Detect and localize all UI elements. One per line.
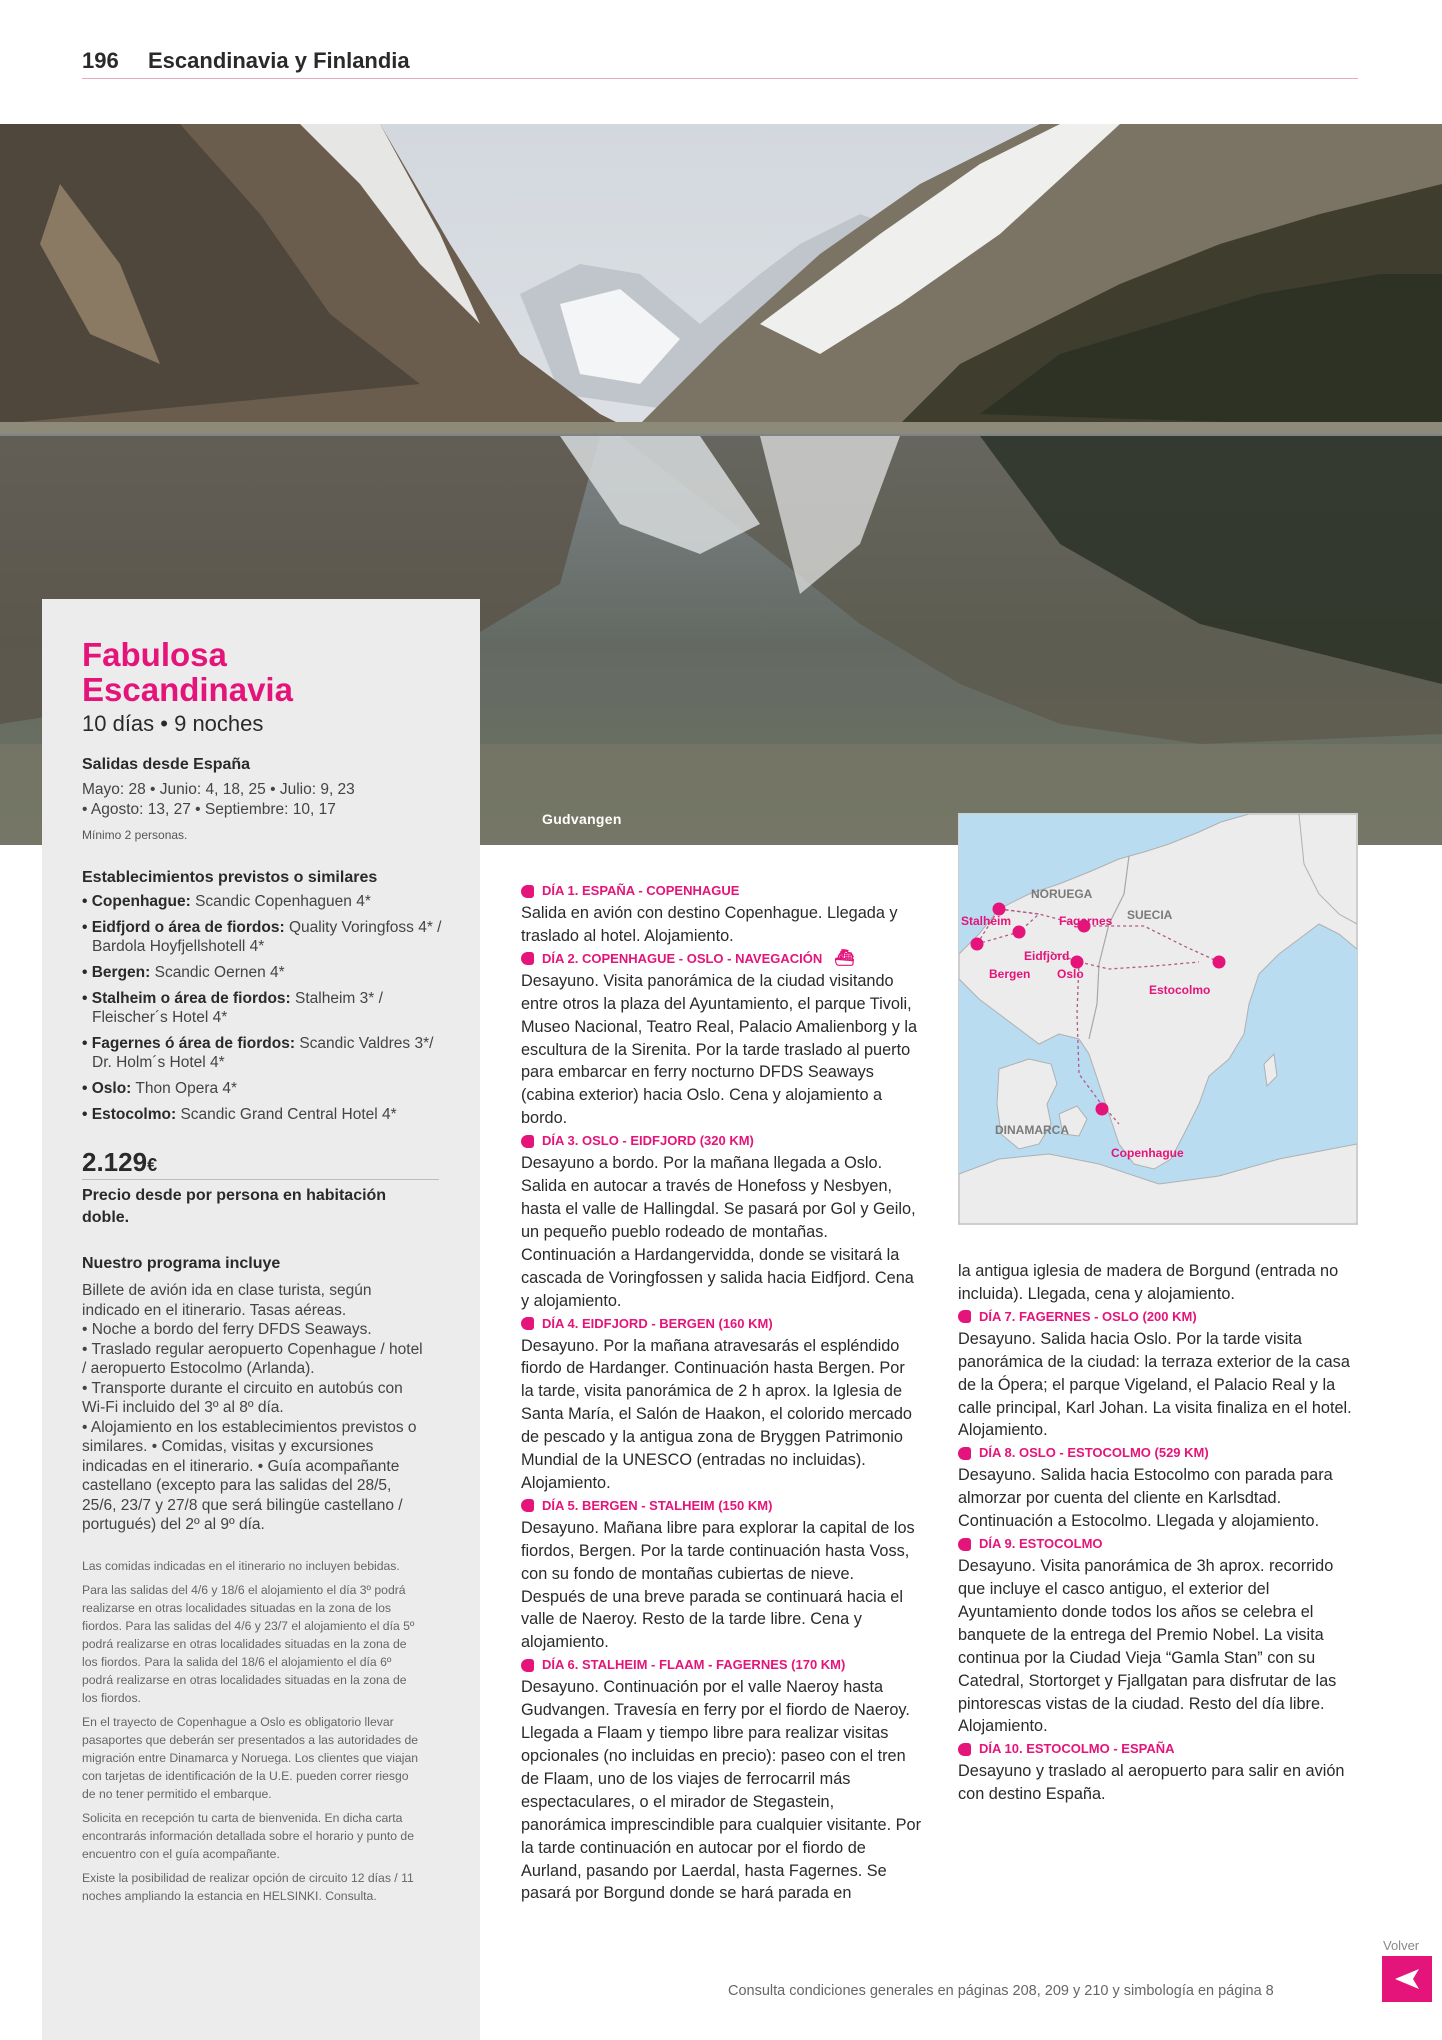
- price: [82, 1147, 157, 1178]
- note: En el trayecto de Copenhague a Oslo es obligatorio llevar pasaportes que deberán ser presentados a las autoridades de migración entre Dinamarca y Noruega. Los clientes que viajan con tarjetas de identificación de la U.E. pueden correr riesgo de no tener permitido el embarque.: [82, 1715, 419, 1801]
- fine-print-notes: [82, 1557, 422, 1911]
- hotel-item: • Eidfjord o área de fiordos: Quality Voringfoss 4* / Bardola Hoyfjellshotell 4*: [82, 919, 442, 955]
- day-heading: DÍA 6. STALHEIM - FLAAM - FAGERNES (170 KM): [521, 1654, 921, 1676]
- map-city-eidfjord: Eidfjord: [1024, 949, 1070, 963]
- day-heading: DÍA 9. ESTOCOLMO: [958, 1533, 1356, 1555]
- photo-caption: Gudvangen: [542, 811, 622, 827]
- footer-conditions: Consulta condiciones generales en páginas 208, 209 y 210 y simbología en página 8: [728, 1983, 1274, 1999]
- map-city-fagernes: Fagernes: [1059, 914, 1113, 928]
- city-marker-estocolmo: [1213, 956, 1226, 969]
- itinerary-day: [958, 1533, 1356, 1738]
- itinerary-day: [521, 1130, 921, 1312]
- day-heading: DÍA 4. EIDFJORD - BERGEN (160 KM): [521, 1313, 921, 1335]
- note: Las comidas indicadas en el itinerario no incluyen bebidas.: [82, 1559, 400, 1573]
- hotel-item: • Stalheim o área de fiordos: Stalheim 3* / Fleischer´s Hotel 4*: [82, 990, 383, 1026]
- day-text: Desayuno a bordo. Por la mañana llegada a Oslo. Salida en autocar a través de Honefoss y Nesbyen, hasta el valle de Hallingdal. Se pasará por Gol y Geilo, un pequeño pueblo rodeado de montañas. Continuación a Hardangervidda, donde se visitará la cascada de Voringfossen y salida hacia Eidfjord. Cena y alojamiento.: [521, 1154, 916, 1310]
- ferry-icon: ⛴: [834, 949, 855, 967]
- price-value: 2.129: [82, 1147, 148, 1177]
- minimum-people: Mínimo 2 personas.: [82, 828, 188, 842]
- map-city-bergen: Bergen: [989, 967, 1031, 981]
- day-text: Desayuno. Salida hacia Estocolmo con parada para almorzar por cuenta del cliente en Karlsdtad. Continuación a Estocolmo. Llegada y alojamiento.: [958, 1466, 1333, 1531]
- trip-title-line1: Fabulosa: [82, 636, 227, 673]
- bullet-marker-icon: [521, 1317, 534, 1330]
- hotel-item: • Oslo: Thon Opera 4*: [82, 1080, 238, 1097]
- map-city-oslo: Oslo: [1057, 967, 1084, 981]
- map-city-stalheim: Stalheim: [961, 914, 1012, 928]
- bullet-marker-icon: [521, 1659, 534, 1672]
- itinerary-day: [521, 948, 921, 1130]
- day-text: Desayuno. Salida hacia Oslo. Por la tarde visita panorámica de la ciudad: la terraza exterior de la casa de la Ópera; el parque Vigeland, el Palacio Real y la calle principal, Karl Johan. La visita finaliza en el hotel. Alojamiento.: [958, 1329, 1352, 1440]
- day-text: Desayuno. Visita panorámica de la ciudad visitando entre otros la plaza del Ayuntamiento, el parque Tivoli, Museo Nacional, Teatro Real, Palacio Amalienborg y la escultura de la Sirenita. Por la tarde traslado al puerto para embarcar en ferry nocturno DFDS Seaways (cabina exterior) hacia Oslo. Cena y alojamiento a bordo.: [521, 971, 918, 1128]
- bullet-marker-icon: [958, 1310, 971, 1323]
- hotel-item: • Copenhague: Scandic Copenhaguen 4*: [82, 893, 371, 910]
- itinerary-day: [958, 1738, 1356, 1806]
- program-heading: Nuestro programa incluye: [82, 1255, 281, 1272]
- day-heading: DÍA 10. ESTOCOLMO - ESPAÑA: [958, 1738, 1356, 1760]
- day-text-continued: la antigua iglesia de madera de Borgund (entrada no incluida). Llegada, cena y alojamiento.: [958, 1262, 1339, 1303]
- bullet-marker-icon: [521, 1499, 534, 1512]
- city-marker-eidfjord: [1013, 926, 1026, 939]
- note: Existe la posibilidad de realizar opción de circuito 12 días / 11 noches ampliando la estancia en HELSINKI. Consulta.: [82, 1871, 414, 1903]
- itinerary-day: [958, 1306, 1356, 1443]
- day-text: Desayuno y traslado al aeropuerto para salir en avión con destino España.: [958, 1762, 1345, 1804]
- day-text: Desayuno. Por la mañana atravesarás el espléndido fiordo de Hardanger. Continuación hasta Bergen. Por la tarde, visita panorámica de 2 h aprox. la Iglesia de Santa María, el Salón de Haakon, el colorido mercado de pescado y la antigua zona de Bryggen Patrimonio Mundial de la UNESCO (entradas no incluidas). Alojamiento.: [521, 1336, 912, 1492]
- program-includes: [82, 1281, 427, 1535]
- day-heading: DÍA 7. FAGERNES - OSLO (200 KM): [958, 1306, 1356, 1328]
- map-label-denmark: DINAMARCA: [995, 1123, 1069, 1137]
- day-heading: DÍA 1. ESPAÑA - COPENHAGUE: [521, 880, 921, 902]
- back-arrow-icon: [1393, 1967, 1421, 1991]
- itinerary-column-1: [521, 880, 921, 1905]
- day-heading: DÍA 3. OSLO - EIDFJORD (320 KM): [521, 1130, 921, 1152]
- page-header: [82, 46, 1358, 79]
- back-label: Volver: [1383, 1938, 1420, 1953]
- hotels-heading: Establecimientos previstos o similares: [82, 869, 378, 886]
- itinerary-day: [521, 1654, 921, 1905]
- bullet-marker-icon: [521, 885, 534, 898]
- note: Solicita en recepción tu carta de bienvenida. En dicha carta encontrarás información detallada sobre el horario y punto de encuentro con el guía acompañante.: [82, 1811, 414, 1861]
- day-heading: DÍA 8. OSLO - ESTOCOLMO (529 KM): [958, 1442, 1356, 1464]
- day-text: Salida en avión con destino Copenhague. Llegada y traslado al hotel. Alojamiento.: [521, 904, 898, 945]
- back-button[interactable]: [1382, 1956, 1432, 2002]
- trip-title-line2: Escandinavia: [82, 671, 293, 708]
- bullet-marker-icon: [958, 1447, 971, 1460]
- hotel-item: • Fagernes ó área de fiordos: Scandic Valdres 3*/ Dr. Holm´s Hotel 4*: [82, 1035, 434, 1071]
- divider: [82, 1179, 439, 1180]
- map-city-copenhague: Copenhague: [1111, 1146, 1184, 1160]
- note: Para las salidas del 4/6 y 18/6 el alojamiento el día 3º podrá realizarse en otras localidades situadas en la zona de los fiordos. Para las salidas del 4/6 y 23/7 el alojamiento el día 5º podrá realizarse en otras localidades situadas en la zona de los fiordos. Para la salida del 18/6 el alojamiento el día 6º podrá realizarse en otras localidades situadas en la zona de los fiordos.: [82, 1583, 415, 1705]
- city-marker-bergen: [971, 938, 984, 951]
- departures-dates-line2: • Agosto: 13, 27 • Septiembre: 10, 17: [82, 801, 336, 818]
- itinerary-day: [521, 1495, 921, 1654]
- map-label-sweden: SUECIA: [1127, 908, 1173, 922]
- route-map: [958, 813, 1358, 1225]
- program-item: • Noche a bordo del ferry DFDS Seaways.: [82, 1321, 372, 1338]
- price-note: Precio desde por persona en habitación doble.: [82, 1187, 387, 1226]
- hotel-list: [82, 892, 442, 1131]
- bullet-marker-icon: [521, 952, 534, 965]
- departures-dates-line1: Mayo: 28 • Junio: 4, 18, 25 • Julio: 9, 23: [82, 781, 355, 798]
- program-item: • Traslado regular aeropuerto Copenhague / hotel / aeropuerto Estocolmo (Arlanda).: [82, 1340, 423, 1377]
- bullet-marker-icon: [521, 1135, 534, 1148]
- trip-duration: 10 días • 9 noches: [82, 711, 264, 736]
- itinerary-day: [521, 1313, 921, 1495]
- price-currency: €: [147, 1155, 158, 1175]
- itinerary-column-2: [958, 1260, 1356, 1806]
- program-item: • Transporte durante el circuito en autobús con Wi-Fi incluido del 3º al 8º día.: [82, 1379, 403, 1416]
- program-item: • Alojamiento en los establecimientos previstos o similares. • Comidas, visitas y excursiones indicadas en el itinerario. • Guía acompañante castellano (excepto para las salidas del 28/5, 25/6, 23/7 y 27/8 que será bilingüe castellano / portugués) del 2º al 9º día.: [82, 1418, 417, 1533]
- departures-heading: Salidas desde España: [82, 756, 251, 773]
- day-text: Desayuno. Continuación por el valle Naeroy hasta Gudvangen. Travesía en ferry por el fiordo de Naeroy. Llegada a Flaam y tiempo libre para realizar visitas opcionales (no incluidas en precio): paseo con el tren de Flaam, uno de los viajes de ferrocarril más espectaculares, o el mirador de Stegastein, panorámica imprescindible para cualquier visitante. Por la tarde continuación en autocar por el fiordo de Aurland, pasando por Laerdal, hasta Fagernes. Se pasará por Borgund donde se hará parada en: [521, 1678, 921, 1903]
- itinerary-day: [958, 1442, 1356, 1533]
- itinerary-day: [521, 880, 921, 948]
- day-heading: DÍA 5. BERGEN - STALHEIM (150 KM): [521, 1495, 921, 1517]
- bullet-marker-icon: [958, 1538, 971, 1551]
- program-item: Billete de avión ida en clase turista, según indicado en el itinerario. Tasas aéreas.: [82, 1282, 372, 1319]
- page-number: 196: [82, 48, 119, 73]
- day-text: Desayuno. Visita panorámica de 3h aprox. recorrido que incluye el casco antiguo, el exterior del Ayuntamiento donde todos los años se celebra el banquete de la entrega del Premio Nobel. La visita continua por la Ciudad Vieja “Gamla Stan” con su Catedral, Stortorget y Fjallgatan para disfrutar de las pintorescas vistas de la ciudad. Resto del día libre. Alojamiento.: [958, 1557, 1337, 1736]
- section-title: Escandinavia y Finlandia: [148, 48, 410, 73]
- hotel-item: • Estocolmo: Scandic Grand Central Hotel 4*: [82, 1106, 397, 1123]
- bullet-marker-icon: [958, 1743, 971, 1756]
- day-heading: DÍA 2. COPENHAGUE - OSLO - NAVEGACIÓN ⛴: [521, 948, 921, 970]
- trip-info-panel: [42, 599, 480, 2040]
- map-label-norway: NORUEGA: [1031, 887, 1093, 901]
- map-city-estocolmo: Estocolmo: [1149, 983, 1211, 997]
- day-text: Desayuno. Mañana libre para explorar la capital de los fiordos, Bergen. Por la tarde continuación hasta Voss, con su fondo de montañas cubiertas de nieve. Después de una breve parada se continuará hacia el valle de Naeroy. Resto de la tarde libre. Cena y alojamiento.: [521, 1518, 915, 1652]
- trip-title: [82, 637, 293, 707]
- hotel-item: • Bergen: Scandic Oernen 4*: [82, 964, 285, 981]
- city-marker-copenhague: [1096, 1103, 1109, 1116]
